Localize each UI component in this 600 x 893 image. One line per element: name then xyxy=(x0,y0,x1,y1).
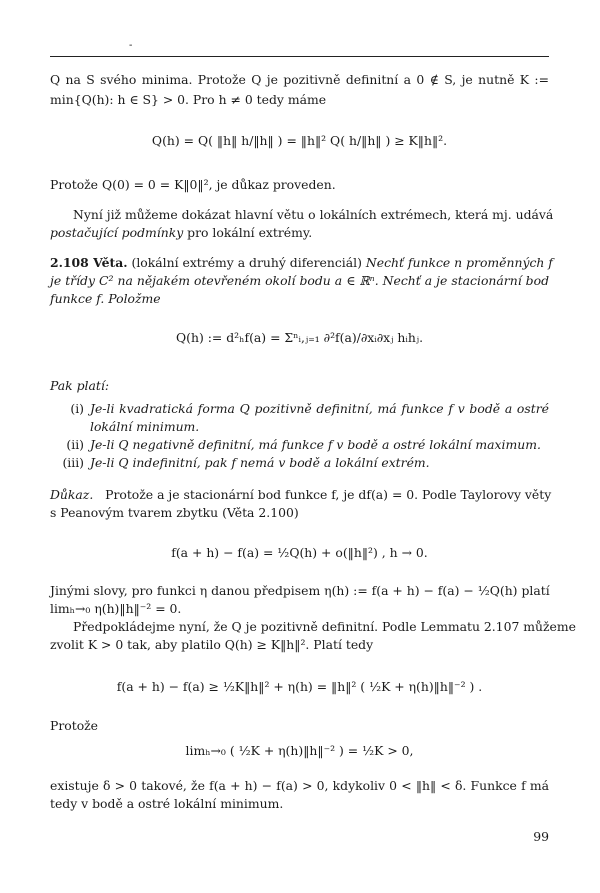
paragraph-line: Protože Q(0) = 0 = K‖0‖², je důkaz proveden. xyxy=(50,177,336,192)
paragraph-line: Nyní již můžeme dokázat hlavní větu o lokálních extrémech, která mj. udává xyxy=(73,207,554,222)
equation-q-of-h: Q(h) = Q( ‖h‖ h/‖h‖ ) = ‖h‖² Q( h/‖h‖ ) ≥ K‖h‖². xyxy=(151,133,448,148)
theorem-line: funkce f. Položme xyxy=(50,291,161,306)
theorem-number: 2.108 Věta. xyxy=(50,255,128,270)
list-item-number: (iii) xyxy=(62,455,84,470)
protoze-line: Protože xyxy=(50,718,99,733)
paragraph-line: existuje δ > 0 takové, že f(a + h) − f(a) > 0, kdykoliv 0 < ‖h‖ < δ. Funkce f má xyxy=(50,778,549,793)
proof-line xyxy=(50,487,552,503)
emphasis-text: postačující podmínky xyxy=(50,225,184,240)
equation-limit: limₕ→₀ ( ½K + η(h)‖h‖⁻² ) = ½K > 0, xyxy=(185,743,414,758)
equation-taylor: f(a + h) − f(a) = ½Q(h) + o(‖h‖²) , h → 0. xyxy=(171,545,428,560)
paragraph-text: pro lokální extrémy. xyxy=(183,225,313,240)
paragraph-line: Předpokládejme nyní, že Q je pozitivně definitní. Podle Lemmatu 2.107 můžeme xyxy=(73,619,576,634)
paragraph-line: Q na S svého minima. Protože Q je pozitivně definitní a 0 ∉ S, je nutně K := xyxy=(50,72,549,87)
proof-label: Důkaz. xyxy=(50,487,94,502)
list-item-number: (i) xyxy=(70,401,84,416)
paragraph-line: Jinými slovy, pro funkci η danou předpisem η(h) := f(a + h) − f(a) − ½Q(h) platí xyxy=(50,583,550,598)
theorem-text: Nechť funkce n proměnných f xyxy=(365,255,553,270)
pak-plati: Pak platí: xyxy=(50,378,110,393)
page-number: 99 xyxy=(533,829,549,844)
paragraph-line: zvolit K > 0 tak, aby platilo Q(h) ≥ K‖h‖². Platí tedy xyxy=(50,637,374,652)
list-item: Je-li Q negativně definitní, má funkce f v bodě a ostré lokální maximum. xyxy=(90,437,541,452)
proof-line: s Peanovým tvarem zbytku (Věta 2.100) xyxy=(50,505,299,520)
proof-text: Protože a je stacionární bod funkce f, je df(a) = 0. Podle Taylorovy věty xyxy=(105,487,552,502)
theorem-line: je třídy C² na nějakém otevřeném okolí bodu a ∈ ℝⁿ. Nechť a je stacionární bod xyxy=(50,273,549,288)
equation-inequality: f(a + h) − f(a) ≥ ½K‖h‖² + η(h) = ‖h‖² ( ½K + η(h)‖h‖⁻² ) . xyxy=(116,679,483,694)
theorem-title: (lokální extrémy a druhý diferenciál) xyxy=(127,255,366,270)
list-item: Je-li kvadratická forma Q pozitivně definitní, má funkce f v bodě a ostré xyxy=(90,401,549,416)
running-header-mark: - xyxy=(129,40,133,51)
paragraph-line: min{Q(h): h ∈ S} > 0. Pro h ≠ 0 tedy máme xyxy=(50,92,327,107)
header-rule xyxy=(50,56,549,57)
paragraph-line: limₕ→₀ η(h)‖h‖⁻² = 0. xyxy=(50,601,182,616)
list-item-number: (ii) xyxy=(66,437,84,452)
theorem-heading xyxy=(50,255,553,271)
list-item-continuation: lokální minimum. xyxy=(90,419,200,434)
paragraph-line xyxy=(50,225,549,241)
list-item: Je-li Q indefinitní, pak f nemá v bodě a lokální extrém. xyxy=(90,455,430,470)
equation-second-differential: Q(h) := d²ₕf(a) = Σⁿᵢ,ⱼ₌₁ ∂²f(a)/∂xᵢ∂xⱼ hᵢhⱼ. xyxy=(175,330,424,345)
paragraph-line: tedy v bodě a ostré lokální minimum. xyxy=(50,796,284,811)
